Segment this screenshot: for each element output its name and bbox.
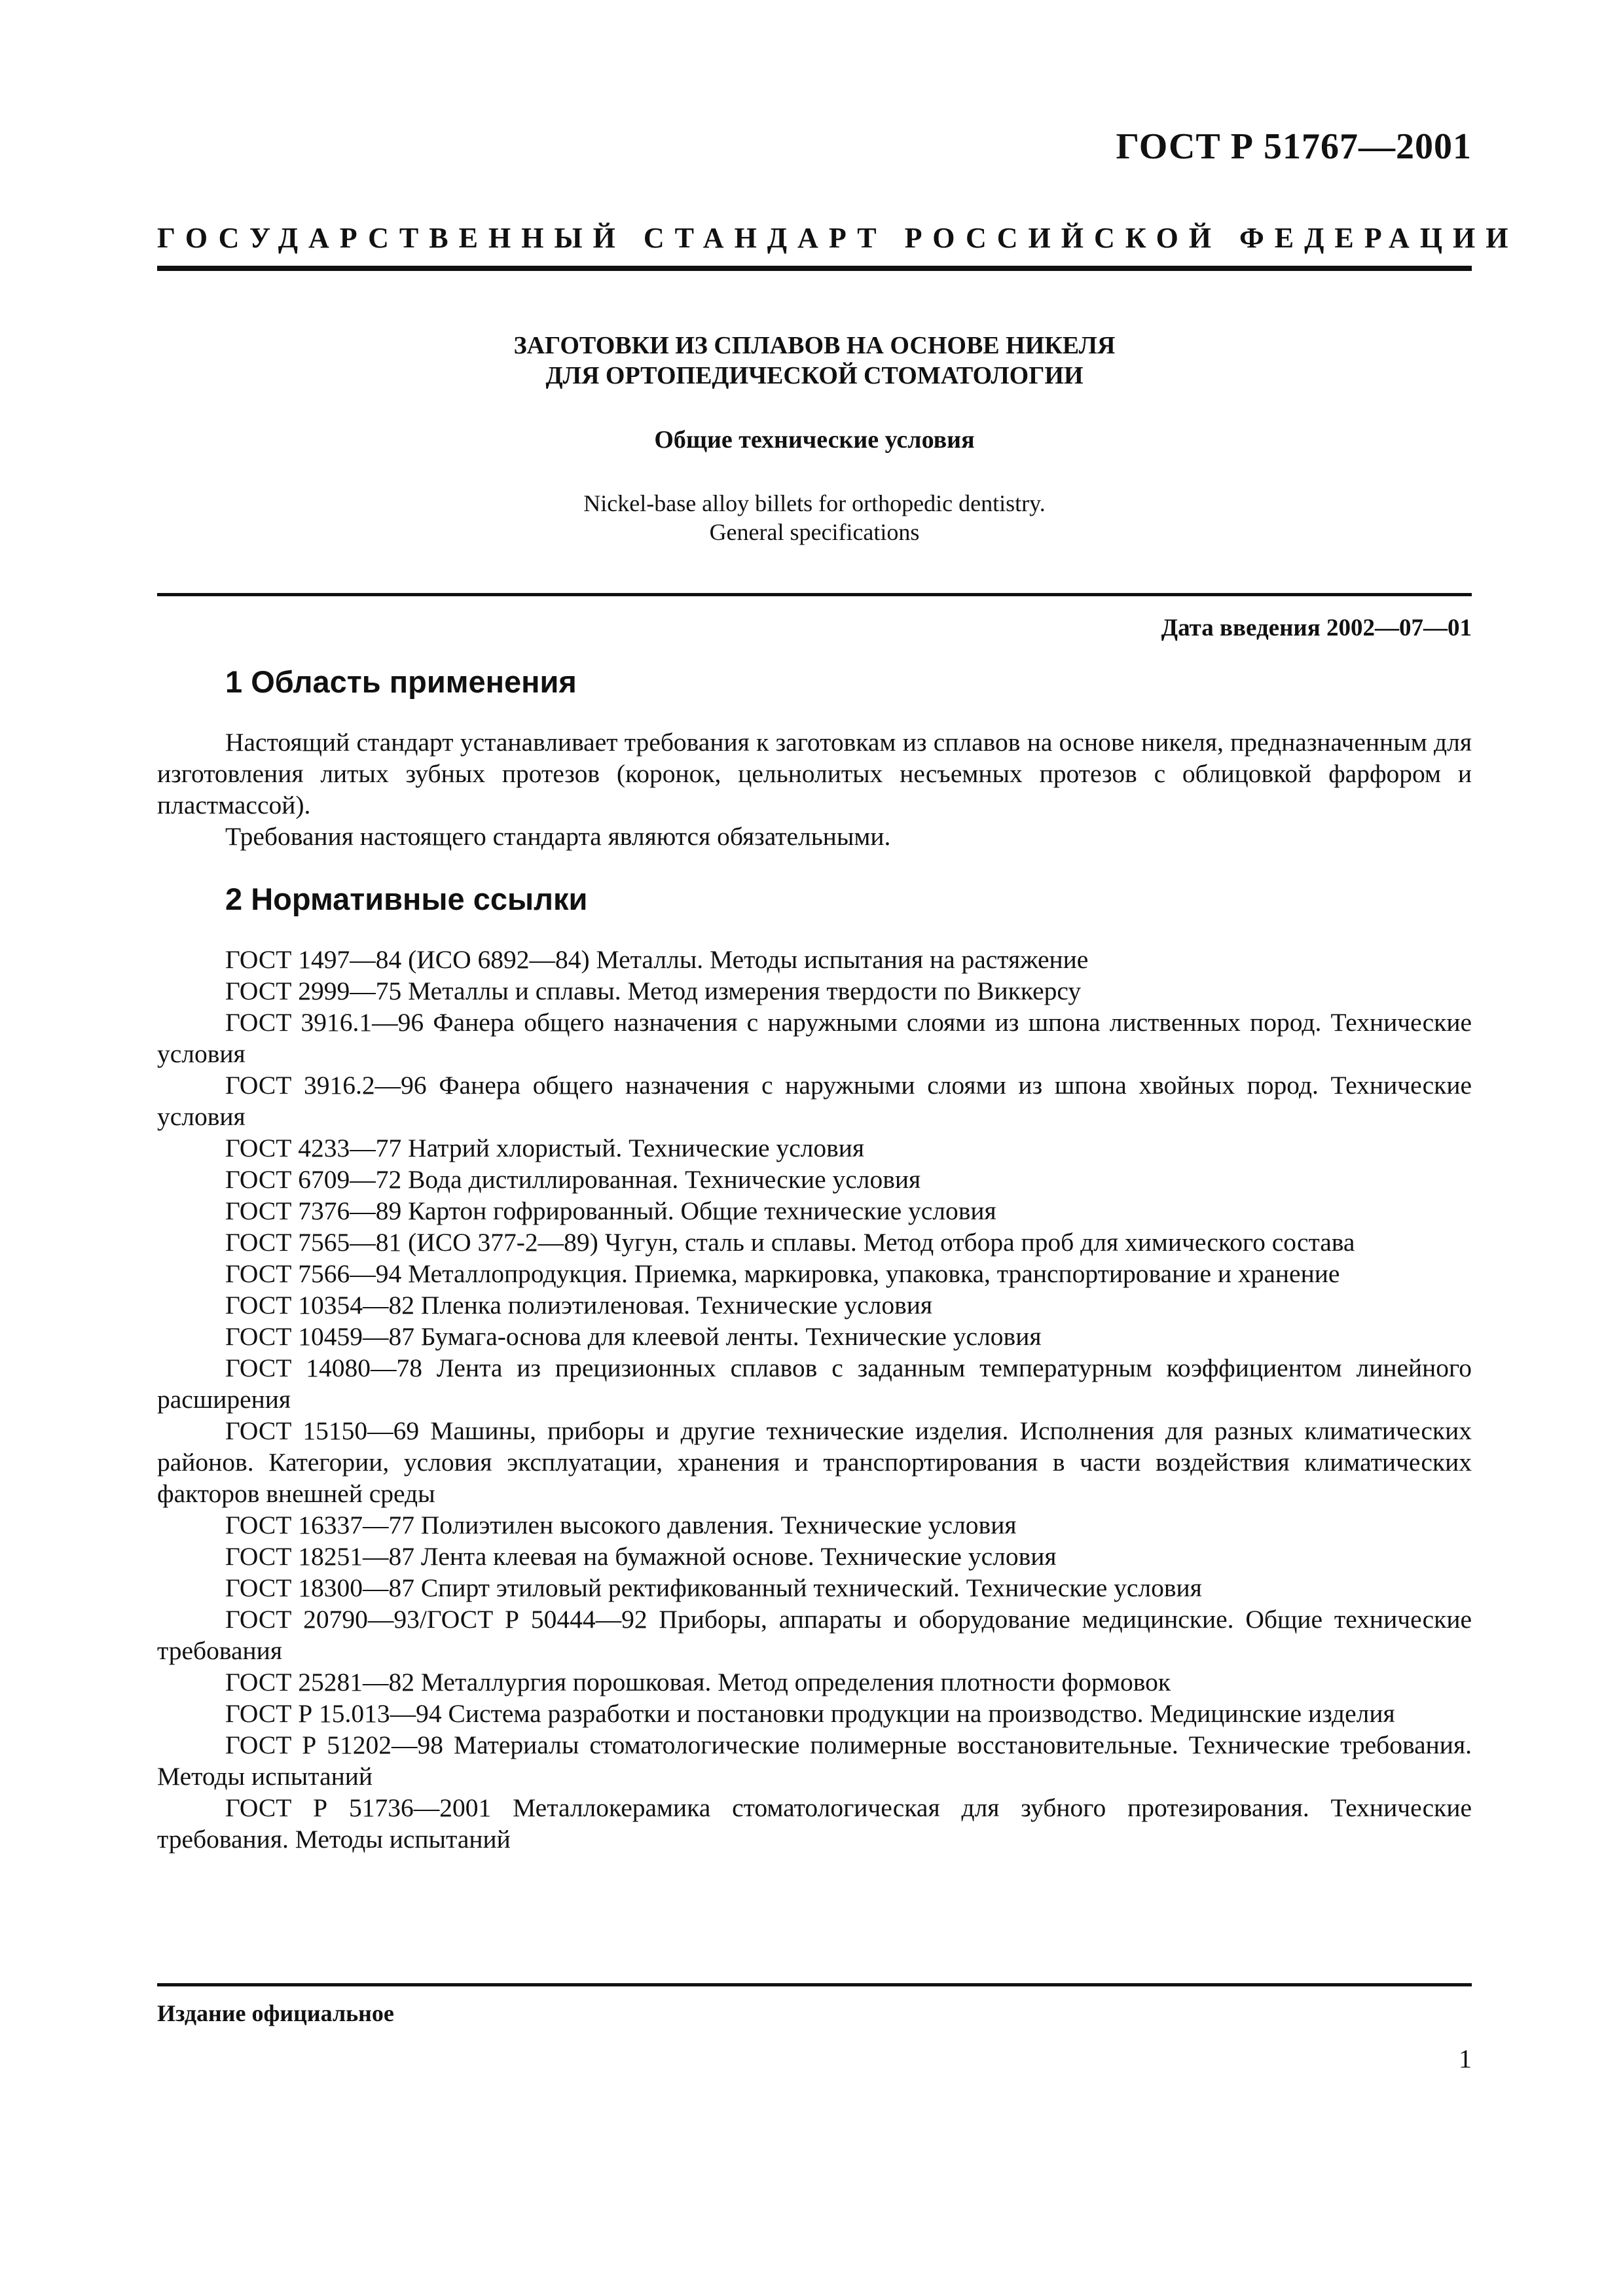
reference-item: ГОСТ 7566—94 Металлопродукция. Приемка, маркировка, упаковка, транспортирование и хранение bbox=[225, 1259, 1340, 1288]
reference-item: ГОСТ 15150—69 Машины, приборы и другие технические изделия. Исполнения для разных климатических районов. Категории, условия эксплуатации, хранения и транспортирования в части воздействия климатических факторов внешней среды bbox=[157, 1416, 1472, 1508]
title-subtitle: Общие технические условия bbox=[654, 426, 975, 454]
reference-item: ГОСТ 3916.2—96 Фанера общего назначения с наружными слоями из шпона хвойных пород. Технические условия bbox=[157, 1071, 1472, 1131]
reference-item: ГОСТ Р 15.013—94 Система разработки и постановки продукции на производство. Медицинские изделия bbox=[225, 1699, 1395, 1728]
reference-item: ГОСТ 7376—89 Картон гофрированный. Общие технические условия bbox=[225, 1196, 996, 1225]
reference-item: ГОСТ 2999—75 Металлы и сплавы. Метод измерения твердости по Виккерсу bbox=[225, 977, 1082, 1005]
reference-item: ГОСТ 18251—87 Лента клеевая на бумажной основе. Технические условия bbox=[225, 1542, 1057, 1571]
standard-designation: ГОСТ Р 51767—2001 bbox=[1116, 126, 1472, 167]
state-standard-banner: ГОСУДАРСТВЕННЫЙ СТАНДАРТ РОССИЙСКОЙ ФЕДЕРАЦИИ bbox=[157, 222, 1519, 254]
footer-rule bbox=[157, 1983, 1472, 1986]
section-1-paragraph: Требования настоящего стандарта являются обязательными. bbox=[225, 822, 891, 851]
reference-item: ГОСТ Р 51202—98 Материалы стоматологические полимерные восстановительные. Технические требования. Методы испытаний bbox=[157, 1731, 1472, 1791]
reference-item: ГОСТ 18300—87 Спирт этиловый ректификованный технический. Технические условия bbox=[225, 1573, 1202, 1602]
reference-item: ГОСТ 25281—82 Металлургия порошковая. Метод определения плотности формовок bbox=[225, 1668, 1171, 1696]
reference-item: ГОСТ 4233—77 Натрий хлористый. Технические условия bbox=[225, 1134, 865, 1162]
title-line-2: ДЛЯ ОРТОПЕДИЧЕСКОЙ СТОМАТОЛОГИИ bbox=[545, 362, 1084, 389]
title-line-1: ЗАГОТОВКИ ИЗ СПЛАВОВ НА ОСНОВЕ НИКЕЛЯ bbox=[513, 332, 1116, 359]
reference-item: ГОСТ 14080—78 Лента из прецизионных сплавов с заданным температурным коэффициентом линейного расширения bbox=[157, 1354, 1472, 1414]
normative-references-list bbox=[157, 944, 1472, 1855]
reference-item: ГОСТ 7565—81 (ИСО 377-2—89) Чугун, сталь и сплавы. Метод отбора проб для химического состава bbox=[225, 1228, 1355, 1257]
introduction-date: Дата введения 2002—07—01 bbox=[1161, 615, 1472, 641]
title-block bbox=[157, 331, 1472, 547]
document-body bbox=[157, 662, 1472, 1855]
reference-item: ГОСТ 6709—72 Вода дистиллированная. Технические условия bbox=[225, 1165, 921, 1194]
reference-item: ГОСТ 1497—84 (ИСО 6892—84) Металлы. Методы испытания на растяжение bbox=[225, 945, 1089, 974]
section-1-heading: 1 Область применения bbox=[225, 664, 577, 699]
header-rule bbox=[157, 266, 1472, 271]
english-title bbox=[157, 489, 1472, 547]
reference-item: ГОСТ 10354—82 Пленка полиэтиленовая. Технические условия bbox=[225, 1291, 933, 1319]
reference-item: ГОСТ Р 51736—2001 Металлокерамика стоматологическая для зубного протезирования. Технические требования. Методы испытаний bbox=[157, 1793, 1472, 1854]
page-number: 1 bbox=[1459, 2044, 1472, 2073]
reference-item: ГОСТ 10459—87 Бумага-основа для клеевой ленты. Технические условия bbox=[225, 1322, 1042, 1351]
english-title-line-2: General specifications bbox=[709, 519, 920, 545]
reference-item: ГОСТ 3916.1—96 Фанера общего назначения с наружными слоями из шпона лиственных пород. Технические условия bbox=[157, 1008, 1472, 1068]
reference-item: ГОСТ 16337—77 Полиэтилен высокого давления. Технические условия bbox=[225, 1511, 1017, 1539]
document-page bbox=[157, 0, 1519, 2296]
english-title-line-1: Nickel-base alloy billets for orthopedic dentistry. bbox=[583, 490, 1046, 516]
title-rule bbox=[157, 593, 1472, 596]
section-2-heading: 2 Нормативные ссылки bbox=[225, 882, 588, 916]
official-edition-label: Издание официальное bbox=[157, 2000, 394, 2026]
reference-item: ГОСТ 20790—93/ГОСТ Р 50444—92 Приборы, аппараты и оборудование медицинские. Общие технические требования bbox=[157, 1605, 1472, 1665]
section-1-paragraph: Настоящий стандарт устанавливает требования к заготовкам из сплавов на основе никеля, предназначенным для изготовления литых зубных протезов (коронок, цельнолитых несъемных протезов с облицовкой фарфором и пластмассой). bbox=[157, 728, 1472, 819]
